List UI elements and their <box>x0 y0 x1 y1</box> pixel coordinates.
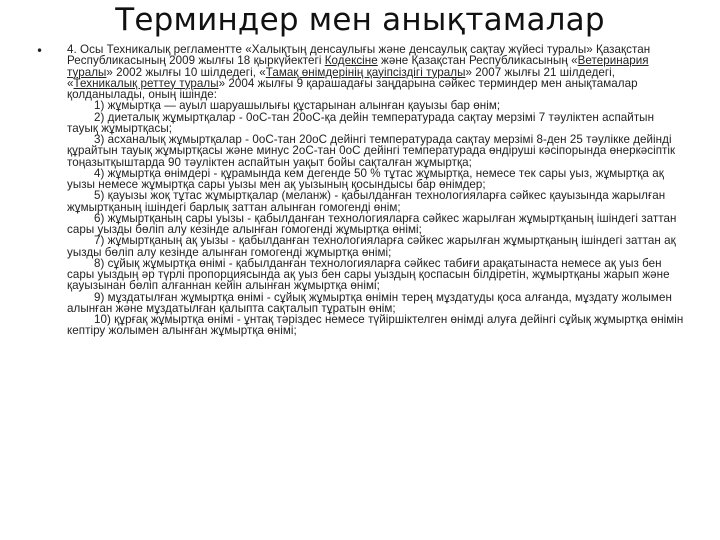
slide-title: Терминдер мен анықтамалар <box>115 2 605 38</box>
intro-text-4: » 2007 жылғы 21 шілдедегі, « <box>67 65 616 90</box>
bullet-icon: • <box>36 44 44 58</box>
definition-item-4: 4) жұмыртқа өнімдері - құрамында кем дегенде 50 % тұтас жұмыртқа, немесе тек сары уыз, жұмыртқа ақ уызы немесе жұмыртқа сары уызы мен ақ уызының қосындысы бар өнімдер; <box>67 166 664 191</box>
intro-paragraph <box>67 44 685 100</box>
link-kodeks[interactable]: Кодексіне <box>324 54 378 68</box>
definition-item-5: 5) қауызы жоқ тұтас жұмыртқалар (меланж) - қабылданған технологияларға сәйкес қауызында жарылған жұмыртқаның ішіндегі барлық заттан алынған гомогенді өнім; <box>67 189 666 214</box>
definition-item-3: 3) асханалық жұмыртқалар - 0оС-тан 20оС дейінгі температурада сақтау мерзімі 8-ден 25 тәулікке дейінді құрайтын тауық жұмыртқасы және минус 2оС-тан 0оС дейінгі температурада өндіруші кәсіпорында өнеркәсіптік тоңазытқыштарда 90 тәуліктен аспайтын уақыт бойы сақталған жұмыртқа; <box>67 133 676 169</box>
link-veterinary-law[interactable]: Ветеринария туралы <box>67 54 649 79</box>
link-tech-regulation-law[interactable]: Техникалық реттеу туралы <box>73 76 219 90</box>
definition-item-6: 6) жұмыртқаның сары уызы - қабылданған технологияларға сәйкес жарылған жұмыртқаның ішіндегі заттан сары уызды бөліп алу кезінде алынған гомогенді жұмыртқа өнімі; <box>67 211 677 236</box>
intro-text-1: 4. Осы Техникалық регламентте «Халықтың денсаулығы және денсаулық сақтау жүйесі туралы» Қазақстан Республикасының 2009 жылғы 18 қыркүйектегі <box>67 43 651 68</box>
definition-item-10: 10) құрғақ жұмыртқа өнімі - ұнтақ тәріздес немесе түйіршіктелген өнімді алуға дейінгі сұйық жұмыртқа өнімін кептіру жолымен алынған жұмыртқа өнімі; <box>67 313 684 338</box>
definition-item-7: 7) жұмыртқаның ақ уызы - қабылданған технологияларға сәйкес жарылған жұмыртқаның ішіндегі заттан ақ уызды бөліп алу кезінде алынған гомогенді жұмыртқа өнімі; <box>67 234 676 259</box>
intro-text-5: » 2004 жылғы 9 қарашадағы заңдарына сәйкес терминдер мен анықтамалар қолданылады, оның ішінде: <box>67 76 638 101</box>
definition-item-1: 1) жұмыртқа — ауыл шаруашылығы құстарынан алынған қауызы бар өнім; <box>94 99 501 113</box>
definition-item-9: 9) мұздатылған жұмыртқа өнімі - сұйық жұмыртқа өнімін терең мұздатуды қоса алғанда, мұздату жолымен алынған және мұздатылған қалыпта сақталып тұратын өнім; <box>67 290 672 315</box>
intro-text-3: » 2002 жылғы 10 шілдедегі, « <box>106 65 266 79</box>
link-food-safety-law[interactable]: Тамақ өнімдерінің қауіпсіздігі туралы <box>265 65 466 79</box>
intro-text-2: және Қазақстан Республикасының « <box>377 54 578 68</box>
definition-item-8: 8) сұйық жұмыртқа өнімі - қабылданған технологияларға сәйкес табиғи арақатынаста немесе ақ уыз бен сары уыздың әр түрлі пропорциясында ақ уыз бен сары уыздың қоспасын білдіретін, жұмыртқаны жарып және қауызынан бөліп алғаннан кейін алынған жұмыртқа өнімі; <box>67 256 670 293</box>
slide-body <box>67 44 685 337</box>
definition-item-2: 2) диеталық жұмыртқалар - 0оС-тан 20оС-қа дейін температурада сақтау мерзімі 7 тәуліктен аспайтын тауық жұмыртқасы; <box>67 110 655 135</box>
